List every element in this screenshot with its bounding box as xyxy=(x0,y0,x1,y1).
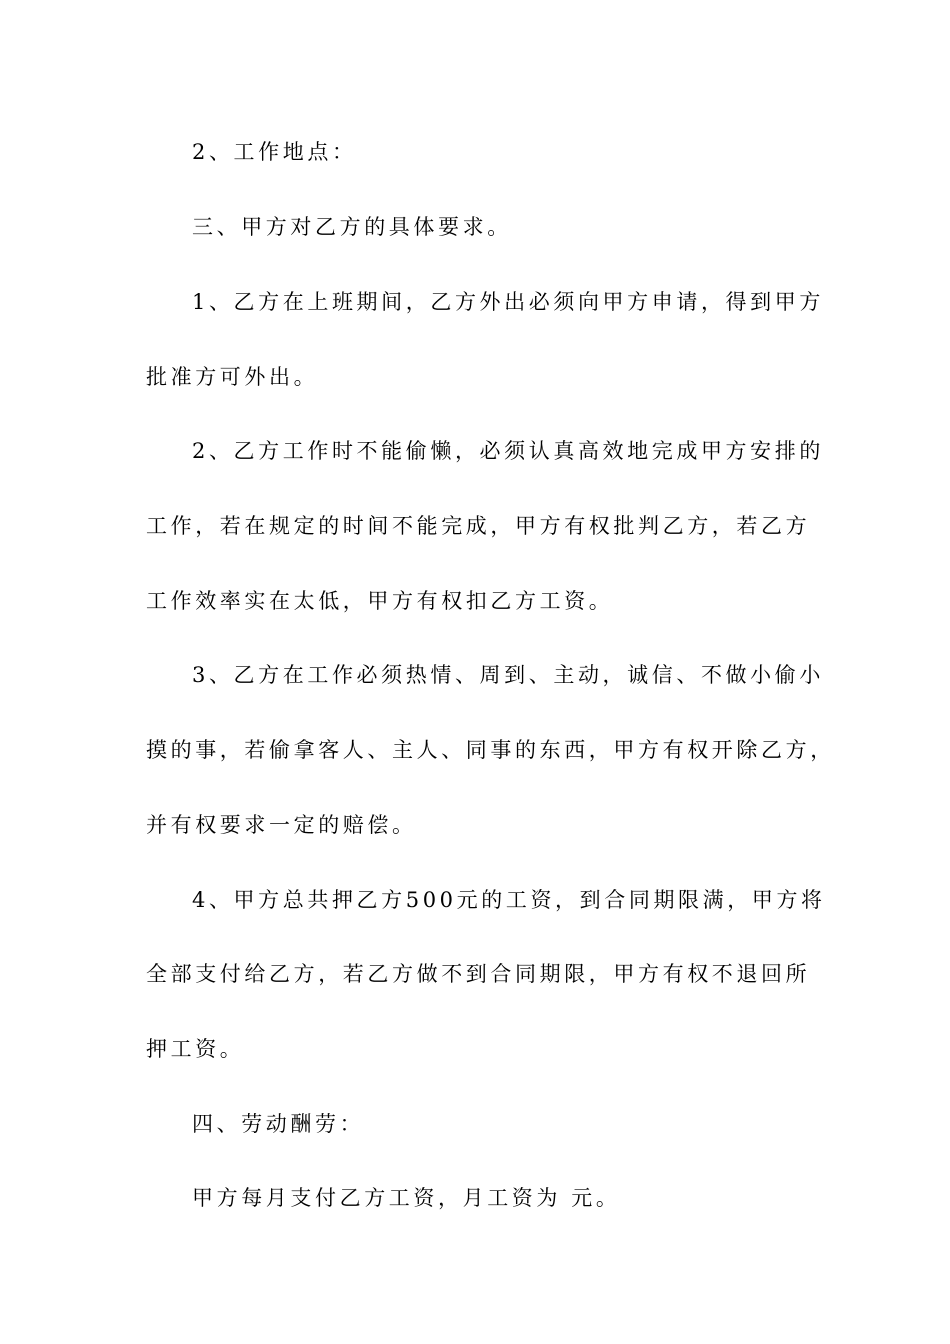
clause-1-line-1: 1、乙方在上班期间，乙方外出必须向甲方申请，得到甲方 xyxy=(192,290,824,314)
clause-4-line-1: 4、甲方总共押乙方500元的工资，到合同期限满，甲方将 xyxy=(192,888,826,912)
clause-2-line-3: 工作效率实在太低，甲方有权扣乙方工资。 xyxy=(146,589,614,613)
clause-3-line-3: 并有权要求一定的赔偿。 xyxy=(146,813,417,837)
clause-4-line-3: 押工资。 xyxy=(146,1037,245,1061)
clause-4-line-2: 全部支付给乙方，若乙方做不到合同期限，甲方有权不退回所 xyxy=(146,962,811,986)
remuneration-clause: 甲方每月支付乙方工资，月工资为 元。 xyxy=(192,1186,621,1210)
clause-2-line-2: 工作，若在规定的时间不能完成，甲方有权批判乙方，若乙方 xyxy=(146,514,811,538)
clause-3-line-2: 摸的事，若偷拿客人、主人、同事的东西，甲方有权开除乙方， xyxy=(146,738,835,762)
section-heading-remuneration: 四、劳动酬劳： xyxy=(192,1112,365,1136)
clause-3-line-1: 3、乙方在工作必须热情、周到、主动，诚信、不做小偷小 xyxy=(192,663,824,687)
section-heading-requirements: 三、甲方对乙方的具体要求。 xyxy=(192,215,512,239)
clause-1-line-2: 批准方可外出。 xyxy=(146,365,319,389)
clause-2-line-1: 2、乙方工作时不能偷懒，必须认真高效地完成甲方安排的 xyxy=(192,439,824,463)
clause-work-location: 2、工作地点： xyxy=(192,140,357,164)
